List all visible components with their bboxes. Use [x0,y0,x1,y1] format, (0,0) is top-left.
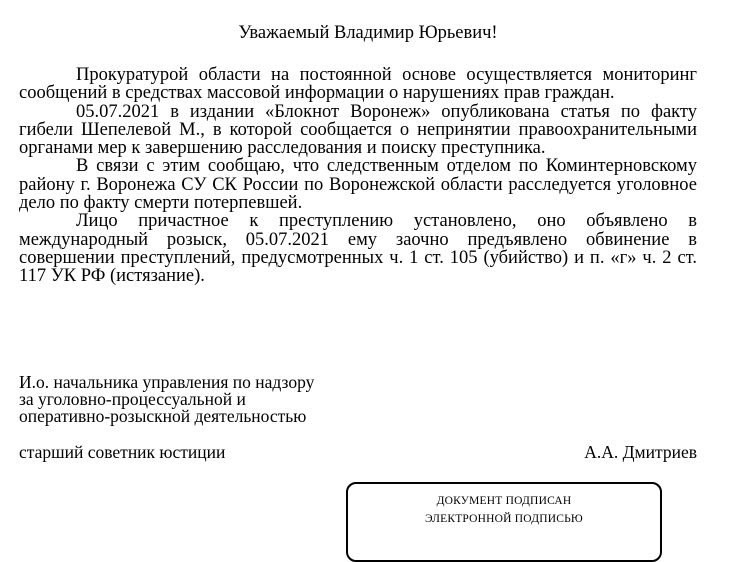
paragraph-article: 05.07.2021 в издании «Блокнот Воронеж» опубликована статья по факту гибели Шепелевой М., в которой сообщается о непринятии правоохранительными органами мер к завершению расследования и поиску преступника. [19,101,697,159]
paragraph-monitoring: Прокуратурой области на постоянной основе осуществляется мониторинг сообщений в средствах массовой информации о нарушениях прав граждан. [19,65,697,104]
letter-body [19,66,697,286]
greeting: Уважаемый Владимир Юрьевич! [238,23,498,43]
electronic-signature-stamp [346,482,662,562]
paragraph-suspect: Лицо причастное к преступлению установлено, оно объявлено в международный розыск, 05.07.2021 ему заочно предъявлено обвинение в совершении преступлений, предусмотренных ч. 1 ст. 105 (убийство) и п. «г» ч. 2 ст. 117 УК РФ (истязание). [19,211,697,287]
paragraph-investigation: В связи с этим сообщаю, что следственным отделом по Коминтерновскому району г. Воронежа СУ СК России по Воронежской области расследуется уголовное дело по факту смерти потерпевшей. [19,156,697,214]
signer-title-line: оперативно-розыскной деятельностью [19,406,307,426]
signer-rank: старший советник юстиции [19,442,226,462]
stamp-line: ДОКУМЕНТ ПОДПИСАН [436,495,572,507]
signer-name: А.А. Дмитриев [584,442,697,462]
signer-title-line: за уголовно-процессуальной и [19,389,246,409]
signer-title-line: И.о. начальника управления по надзору [19,372,315,392]
stamp-line: ЭЛЕКТРОННОЙ ПОДПИСЬЮ [425,513,583,525]
signer-title [19,374,439,425]
